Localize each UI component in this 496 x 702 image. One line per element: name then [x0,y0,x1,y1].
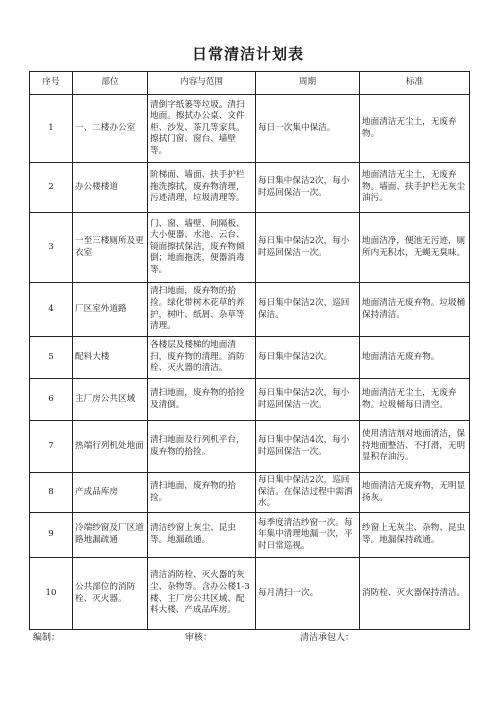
row-content: 清倒字纸篓等垃圾。清扫地面。擦拭办公桌、文件柜、沙发、茶几等家具。擦拭门窗、窗台、墙壁等。 [148,95,256,163]
row-standard: 使用清洁剂对地面清洁，保持地面整洁、不打滑，无明显积存油污。 [360,421,470,473]
row-cycle: 每月清扫一次。 [256,558,360,630]
table-row [30,95,470,163]
row-cycle: 每日一次集中保洁。 [256,95,360,163]
row-number: 6 [30,379,73,421]
row-standard: 消防栓、灭火器保持清洁。 [360,558,470,630]
row-area: 公共部位的消防栓、灭火器。 [73,558,148,630]
table-row [30,213,470,283]
row-number: 7 [30,421,73,473]
row-content: 清扫地面，废弃物的拾捡。 [148,473,256,513]
row-content: 门、窗、墙壁、间隔板、大小便器、水池、云台、镜面擦拭保洁，废弃物倾倒；地面拖洗，便器消毒等。 [148,213,256,283]
table-row [30,283,470,337]
row-area: 主厂房公共区域 [73,379,148,421]
column-header-cycle: 周期 [256,72,360,95]
column-header-area: 部位 [73,72,148,95]
page-title: 日常清洁计划表 [191,45,304,63]
table-row [30,473,470,513]
contractor-label: 清洁承包人： [300,633,355,643]
table-row [30,379,470,421]
column-header-content: 内容与范围 [148,72,256,95]
prepared-by-label: 编制： [33,633,61,643]
column-header-standard: 标准 [360,72,470,95]
reviewed-by-label: 审核： [185,633,213,643]
row-standard: 地面清洁无废弃物，无明显扬灰。 [360,473,470,513]
column-header-no: 序号 [30,72,73,95]
row-cycle: 每日集中保洁2次，巡回保洁。在保洁过程中需洒水。 [256,473,360,513]
row-number: 2 [30,163,73,213]
row-cycle: 每日集中保洁4次，每小时巡回保洁一次。 [256,421,360,473]
row-cycle: 每日集中保洁2次，每小时巡回保洁一次。 [256,163,360,213]
row-number: 4 [30,283,73,337]
row-cycle: 每季度清洁纱窗一次。每年集中清理地漏一次，平时日常巡视。 [256,513,360,558]
row-cycle: 每日集中保洁2次，每小时巡回保洁一次。 [256,379,360,421]
row-area: 冷端纱窗及厂区道路地漏疏通 [73,513,148,558]
row-content: 清洁纱窗上灰尘、昆虫等。地漏疏通。 [148,513,256,558]
row-content: 阶梯面、墙面、扶手护栏拖洗擦拭，废弃物清理，污迹清理，垃圾清理等。 [148,163,256,213]
row-number: 8 [30,473,73,513]
row-number: 9 [30,513,73,558]
row-standard: 地面清洁无尘土，无废弃物。垃圾桶每日清空。 [360,379,470,421]
row-area: 配料大楼 [73,337,148,379]
row-content: 清洁消防栓、灭火器的灰尘、杂物等。含办公楼1-3楼、主厂房公共区域、配料大楼、产成品库房。 [148,558,256,630]
table-row [30,513,470,558]
row-number: 1 [30,95,73,163]
row-number: 3 [30,213,73,283]
row-content: 清扫地面，废弃物的拾捡。绿化带树木花草的养护，树叶、纸屑、杂草等清理。 [148,283,256,337]
row-content: 各楼层及楼梯的地面清扫，废弃物的清理。消防栓、灭火器的清洁。 [148,337,256,379]
row-number: 10 [30,558,73,630]
signature-footer [0,630,496,644]
row-cycle: 每日集中保洁2次，巡回保洁。 [256,283,360,337]
row-standard: 地面洁净，便池无污迹，厕所内无积水，无蝇无臭味。 [360,213,470,283]
row-content: 清扫地面及行列机平台，废弃物的拾捡。 [148,421,256,473]
row-standard: 地面清洁无废弃物。 [360,337,470,379]
row-area: 办公楼楼道 [73,163,148,213]
row-number: 5 [30,337,73,379]
row-cycle: 每日集中保洁2次。 [256,337,360,379]
row-area: 一至三楼厕所及更衣室 [73,213,148,283]
row-content: 清扫地面，废弃物的拾捡及清倒。 [148,379,256,421]
table-row [30,558,470,630]
row-area: 一、二楼办公室 [73,95,148,163]
table-header-row [30,72,470,95]
table-row [30,163,470,213]
table-row [30,337,470,379]
row-standard: 地面清洁无尘土，无废弃物。墙面、扶手护栏无灰尘油污。 [360,163,470,213]
row-area: 热端行列机处地面 [73,421,148,473]
cleaning-schedule-table [29,71,470,630]
row-standard: 地面清洁无废弃物。垃圾桶保持清洁。 [360,283,470,337]
row-cycle: 每日集中保洁2次，每小时巡回保洁一次。 [256,213,360,283]
table-row [30,421,470,473]
row-standard: 地面清洁无尘土，无废弃物。 [360,95,470,163]
row-area: 产成品库房 [73,473,148,513]
row-area: 厂区室外道路 [73,283,148,337]
row-standard: 纱窗上无灰尘、杂物、昆虫等。地漏保持疏通。 [360,513,470,558]
